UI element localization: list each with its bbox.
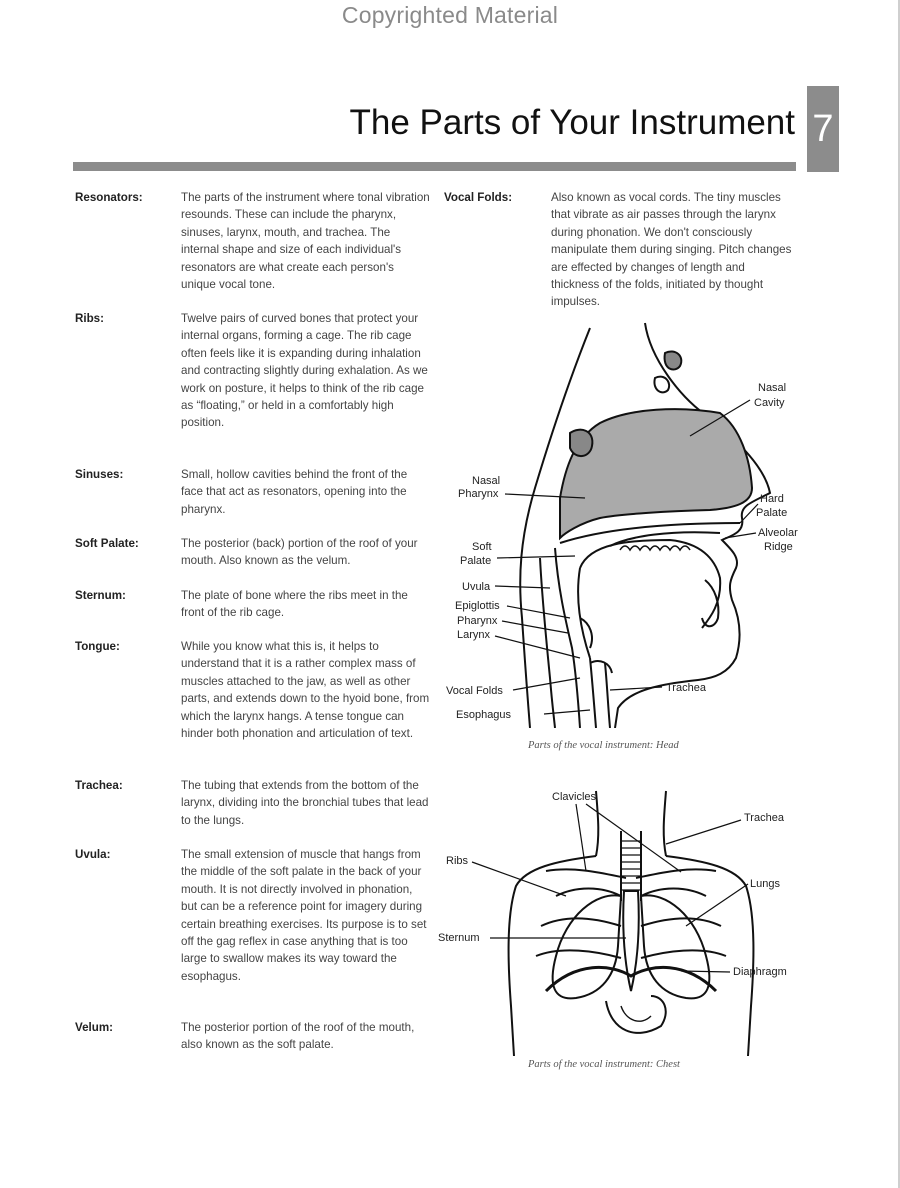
label-pharynx: Pharynx (457, 615, 498, 627)
glossary-term: Soft Palate: (75, 537, 139, 550)
label-larynx: Larynx (457, 629, 491, 641)
glossary-term: Sternum: (75, 589, 126, 602)
head-diagram-svg (440, 318, 820, 728)
glossary-term: Velum: (75, 1021, 114, 1034)
label-nasal-cavity-1: Nasal (758, 382, 787, 394)
chest-leader-lines (472, 804, 748, 972)
glossary-definition: The tubing that extends from the bottom of the larynx, dividing into the bronchial tubes that lead to the lungs. (181, 779, 429, 827)
chest-labels (438, 791, 787, 978)
glossary-definition: Twelve pairs of curved bones that protect your internal organs, forming a cage. The rib cage often feels like it is expanding during inhalation and contracting slightly during exhalation. As we work on posture, it helps to think of the rib cage as “floating,” or held in a comfortably high position. (181, 312, 428, 430)
glossary-term: Sinuses: (75, 468, 124, 481)
glossary-term: Vocal Folds: (444, 191, 513, 204)
label-diaphragm: Diaphragm (733, 966, 787, 978)
label-nasal-pharynx-2: Pharynx (458, 488, 499, 500)
label-soft-palate-2: Palate (460, 555, 492, 567)
glossary-definition: Small, hollow cavities behind the front of the face that act as resonators, opening into the pharynx. (181, 468, 408, 516)
glossary-definition: The parts of the instrument where tonal vibration resounds. These can include the pharynx, sinuses, larynx, mouth, and trachea. The internal shape and size of each individual's resonators are what create each person's unique vocal tone. (181, 191, 430, 292)
glossary-term: Ribs: (75, 312, 104, 325)
label-vocal-folds: Vocal Folds (446, 685, 503, 697)
label-epiglottis: Epiglottis (455, 600, 500, 612)
label-alveolar-ridge-1: Alveolar (758, 527, 798, 539)
glossary-definition: While you know what this is, it helps to understand that it is a rather complex mass of muscles attached to the jaw, as well as other parts, and extends down to the hyoid bone, from which the larynx hangs. A tense tongue can hinder both phonation and articulation of text. (181, 640, 430, 741)
glossary-term: Tongue: (75, 640, 120, 653)
chest-diagram-svg (436, 786, 816, 1056)
chapter-title: The Parts of Your Instrument (349, 103, 795, 142)
glossary-term: Trachea: (75, 779, 123, 792)
glossary-definition: Also known as vocal cords. The tiny muscles that vibrate as air passes through the larynx during phonation. We don't consciously manipulate them during singing. Pitch changes are effected by changes of length and thickness of the folds, initiated by thought impulses. (551, 191, 792, 309)
label-lungs: Lungs (750, 878, 780, 890)
glossary-term: Uvula: (75, 848, 111, 861)
label-sternum: Sternum (438, 932, 480, 944)
chapter-number-tab: 7 (807, 86, 839, 172)
glossary-definition: The posterior portion of the roof of the mouth, also known as the soft palate. (181, 1021, 415, 1052)
chest-anatomy-diagram (436, 786, 816, 1056)
glossary-term: Resonators: (75, 191, 143, 204)
chest-diagram-caption: Parts of the vocal instrument: Chest (528, 1059, 680, 1070)
title-rule (73, 162, 796, 171)
label-alveolar-ridge-2: Ridge (764, 541, 793, 553)
glossary-definition: The small extension of muscle that hangs from the middle of the soft palate in the back of your mouth. It is not directly involved in phonation, but can be a reference point for imagery during certain breathing exercises. Its purpose is to set off the gag reflex in case anything that is too large to swallow makes its way toward the esophagus. (181, 848, 427, 983)
chest-outline-drawing (509, 791, 754, 1056)
label-hard-palate-1: Hard (760, 493, 784, 505)
label-ribs: Ribs (446, 855, 469, 867)
label-trachea: Trachea (744, 812, 784, 824)
label-esophagus: Esophagus (456, 709, 512, 721)
head-diagram-caption: Parts of the vocal instrument: Head (528, 740, 679, 751)
glossary-definition: The posterior (back) portion of the roof of your mouth. Also known as the velum. (181, 537, 418, 568)
copyright-watermark: Copyrighted Material (341, 2, 559, 28)
glossary-definition: The plate of bone where the ribs meet in the front of the rib cage. (181, 589, 408, 620)
head-outline-drawing (520, 323, 770, 728)
label-hard-palate-2: Palate (756, 507, 788, 519)
label-clavicles: Clavicles (552, 791, 597, 803)
head-anatomy-diagram (440, 318, 820, 728)
label-soft-palate-1: Soft (472, 541, 492, 553)
label-nasal-cavity-2: Cavity (754, 397, 785, 409)
label-uvula: Uvula (462, 581, 491, 593)
label-nasal-pharynx-1: Nasal (472, 475, 501, 487)
label-trachea: Trachea (666, 682, 706, 694)
